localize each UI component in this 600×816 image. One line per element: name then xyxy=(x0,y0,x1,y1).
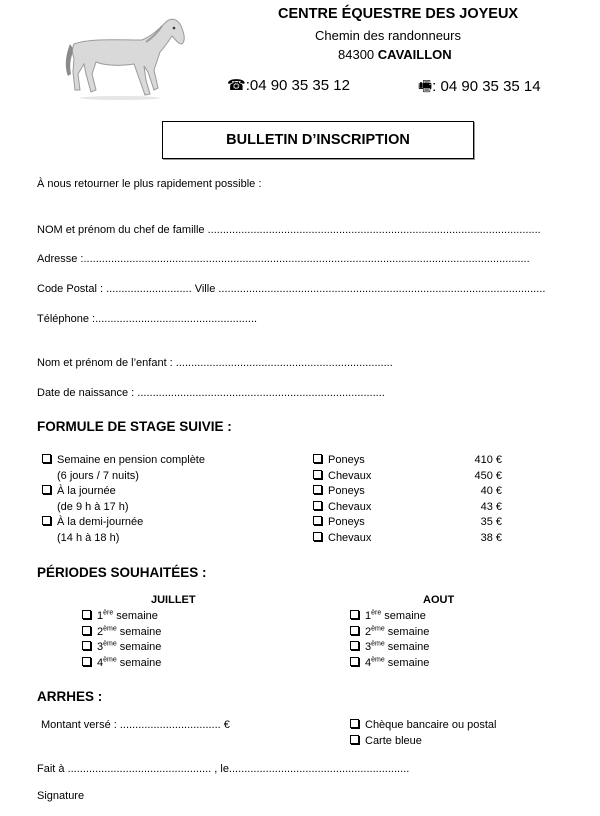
price-value: 40 € xyxy=(480,485,502,497)
field-telephone[interactable]: Téléphone :..................................................... xyxy=(37,313,258,325)
price-value: 38 € xyxy=(480,532,502,544)
option-sub: (de 9 h à 17 h) xyxy=(57,501,129,513)
price-value: 450 € xyxy=(474,470,502,482)
field-montant-verse[interactable]: Montant versé : ................................. € xyxy=(41,719,230,731)
juillet-week-2[interactable] xyxy=(82,626,161,638)
arrhes-heading: ARRHES : xyxy=(37,689,103,704)
juillet-week-4[interactable] xyxy=(82,657,161,669)
week-num: 2 xyxy=(365,626,372,638)
week-sup: ème xyxy=(371,656,385,664)
checkbox[interactable] xyxy=(42,516,51,525)
aout-week-1[interactable] xyxy=(350,610,426,622)
week-num: 2 xyxy=(97,626,104,638)
aout-week-2[interactable] xyxy=(350,626,429,638)
week-label: semaine xyxy=(384,657,430,669)
week-sup: ère xyxy=(371,609,382,617)
week-sup: ème xyxy=(371,625,385,633)
phone-line xyxy=(227,76,350,94)
week-sup: ème xyxy=(103,625,117,633)
centre-name: CENTRE ÉQUESTRE DES JOYEUX xyxy=(278,6,519,22)
aout-week-4[interactable] xyxy=(350,657,429,669)
option-label: À la demi-journée xyxy=(57,516,144,528)
field-nom-enfant[interactable]: Nom et prénom de l’enfant : ....................................................................... xyxy=(37,357,393,369)
checkbox[interactable] xyxy=(350,626,359,635)
checkbox[interactable] xyxy=(313,485,322,494)
price-label: Poneys xyxy=(328,516,365,528)
price-label: Chevaux xyxy=(328,532,372,544)
city-line xyxy=(338,47,452,62)
week-sup: ème xyxy=(371,640,385,648)
periodes-heading: PÉRIODES SOUHAITÉES : xyxy=(37,565,207,580)
signature-label: Signature xyxy=(37,790,85,802)
week-sup: ère xyxy=(103,609,114,617)
aout-heading: AOUT xyxy=(423,594,455,606)
price-label: Poneys xyxy=(328,454,365,466)
price-option-chevaux[interactable] xyxy=(313,470,371,482)
formule-heading: FORMULE DE STAGE SUIVIE : xyxy=(37,419,232,434)
fax-line xyxy=(418,76,541,101)
phone-number: :04 90 35 35 12 xyxy=(245,77,350,94)
formule-option-demi-journee[interactable] xyxy=(42,516,143,528)
week-num: 4 xyxy=(97,657,104,669)
horse-logo xyxy=(60,14,190,100)
option-label: Carte bleue xyxy=(365,735,422,747)
price-label: Chevaux xyxy=(328,470,372,482)
price-value: 410 € xyxy=(474,454,502,466)
checkbox[interactable] xyxy=(313,470,322,479)
fax-icon: 🖷 xyxy=(418,78,433,95)
option-label: Semaine en pension complète xyxy=(57,454,205,466)
week-num: 3 xyxy=(97,641,104,653)
checkbox[interactable] xyxy=(350,610,359,619)
juillet-heading: JUILLET xyxy=(151,594,196,606)
aout-week-3[interactable] xyxy=(350,641,429,653)
field-code-postal-ville[interactable]: Code Postal : ............................ Ville ........................................................................................................... xyxy=(37,283,546,295)
price-label: Poneys xyxy=(328,485,365,497)
juillet-week-1[interactable] xyxy=(82,610,158,622)
checkbox[interactable] xyxy=(350,735,359,744)
checkbox[interactable] xyxy=(82,610,91,619)
week-num: 1 xyxy=(365,610,372,622)
city: CAVAILLON xyxy=(377,47,452,62)
option-sub: (14 h à 18 h) xyxy=(57,532,120,544)
fax-number: : 04 90 35 35 14 xyxy=(432,78,541,95)
price-option-poneys[interactable] xyxy=(313,485,365,497)
field-fait-a[interactable]: Fait à ............................................... , le........................................................... xyxy=(37,763,410,775)
week-sup: ème xyxy=(103,656,117,664)
price-value: 43 € xyxy=(480,501,502,513)
price-option-poneys[interactable] xyxy=(313,454,365,466)
week-sup: ème xyxy=(103,640,117,648)
week-label: semaine xyxy=(116,626,162,638)
week-num: 1 xyxy=(97,610,104,622)
option-carte-bleue[interactable] xyxy=(350,735,422,747)
formule-option-journee[interactable] xyxy=(42,485,116,497)
week-label: semaine xyxy=(116,641,162,653)
price-label: Chevaux xyxy=(328,501,372,513)
week-num: 4 xyxy=(365,657,372,669)
field-date-naissance[interactable]: Date de naissance : ................................................................................. xyxy=(37,387,385,399)
checkbox[interactable] xyxy=(350,641,359,650)
checkbox[interactable] xyxy=(313,532,322,541)
price-value: 35 € xyxy=(480,516,502,528)
form-title: BULLETIN D’INSCRIPTION xyxy=(162,121,474,159)
week-label: semaine xyxy=(113,610,158,622)
checkbox[interactable] xyxy=(350,657,359,666)
checkbox[interactable] xyxy=(82,641,91,650)
price-option-chevaux[interactable] xyxy=(313,501,371,513)
checkbox[interactable] xyxy=(313,454,322,463)
juillet-week-3[interactable] xyxy=(82,641,161,653)
checkbox[interactable] xyxy=(42,485,51,494)
checkbox[interactable] xyxy=(82,657,91,666)
telephone-icon: ☎ xyxy=(227,77,246,94)
postcode: 84300 xyxy=(338,47,375,62)
price-option-poneys[interactable] xyxy=(313,516,365,528)
week-label: semaine xyxy=(116,657,162,669)
checkbox[interactable] xyxy=(350,719,359,728)
intro-text: À nous retourner le plus rapidement possible : xyxy=(37,178,262,190)
field-chef-famille[interactable]: NOM et prénom du chef de famille ............................................................................................................. xyxy=(37,224,541,236)
option-cheque[interactable] xyxy=(350,719,496,731)
street-address: Chemin des randonneurs xyxy=(315,28,461,43)
week-label: semaine xyxy=(381,610,426,622)
option-label: Chèque bancaire ou postal xyxy=(365,719,497,731)
week-label: semaine xyxy=(384,626,430,638)
price-option-chevaux[interactable] xyxy=(313,532,371,544)
checkbox[interactable] xyxy=(42,454,51,463)
checkbox[interactable] xyxy=(82,626,91,635)
checkbox[interactable] xyxy=(313,501,322,510)
checkbox[interactable] xyxy=(313,516,322,525)
week-label: semaine xyxy=(384,641,430,653)
formule-option-pension[interactable] xyxy=(42,454,205,466)
week-num: 3 xyxy=(365,641,372,653)
field-adresse[interactable]: Adresse :.................................................................................................................................................. xyxy=(37,253,530,265)
option-sub: (6 jours / 7 nuits) xyxy=(57,470,139,482)
option-label: À la journée xyxy=(57,485,116,497)
